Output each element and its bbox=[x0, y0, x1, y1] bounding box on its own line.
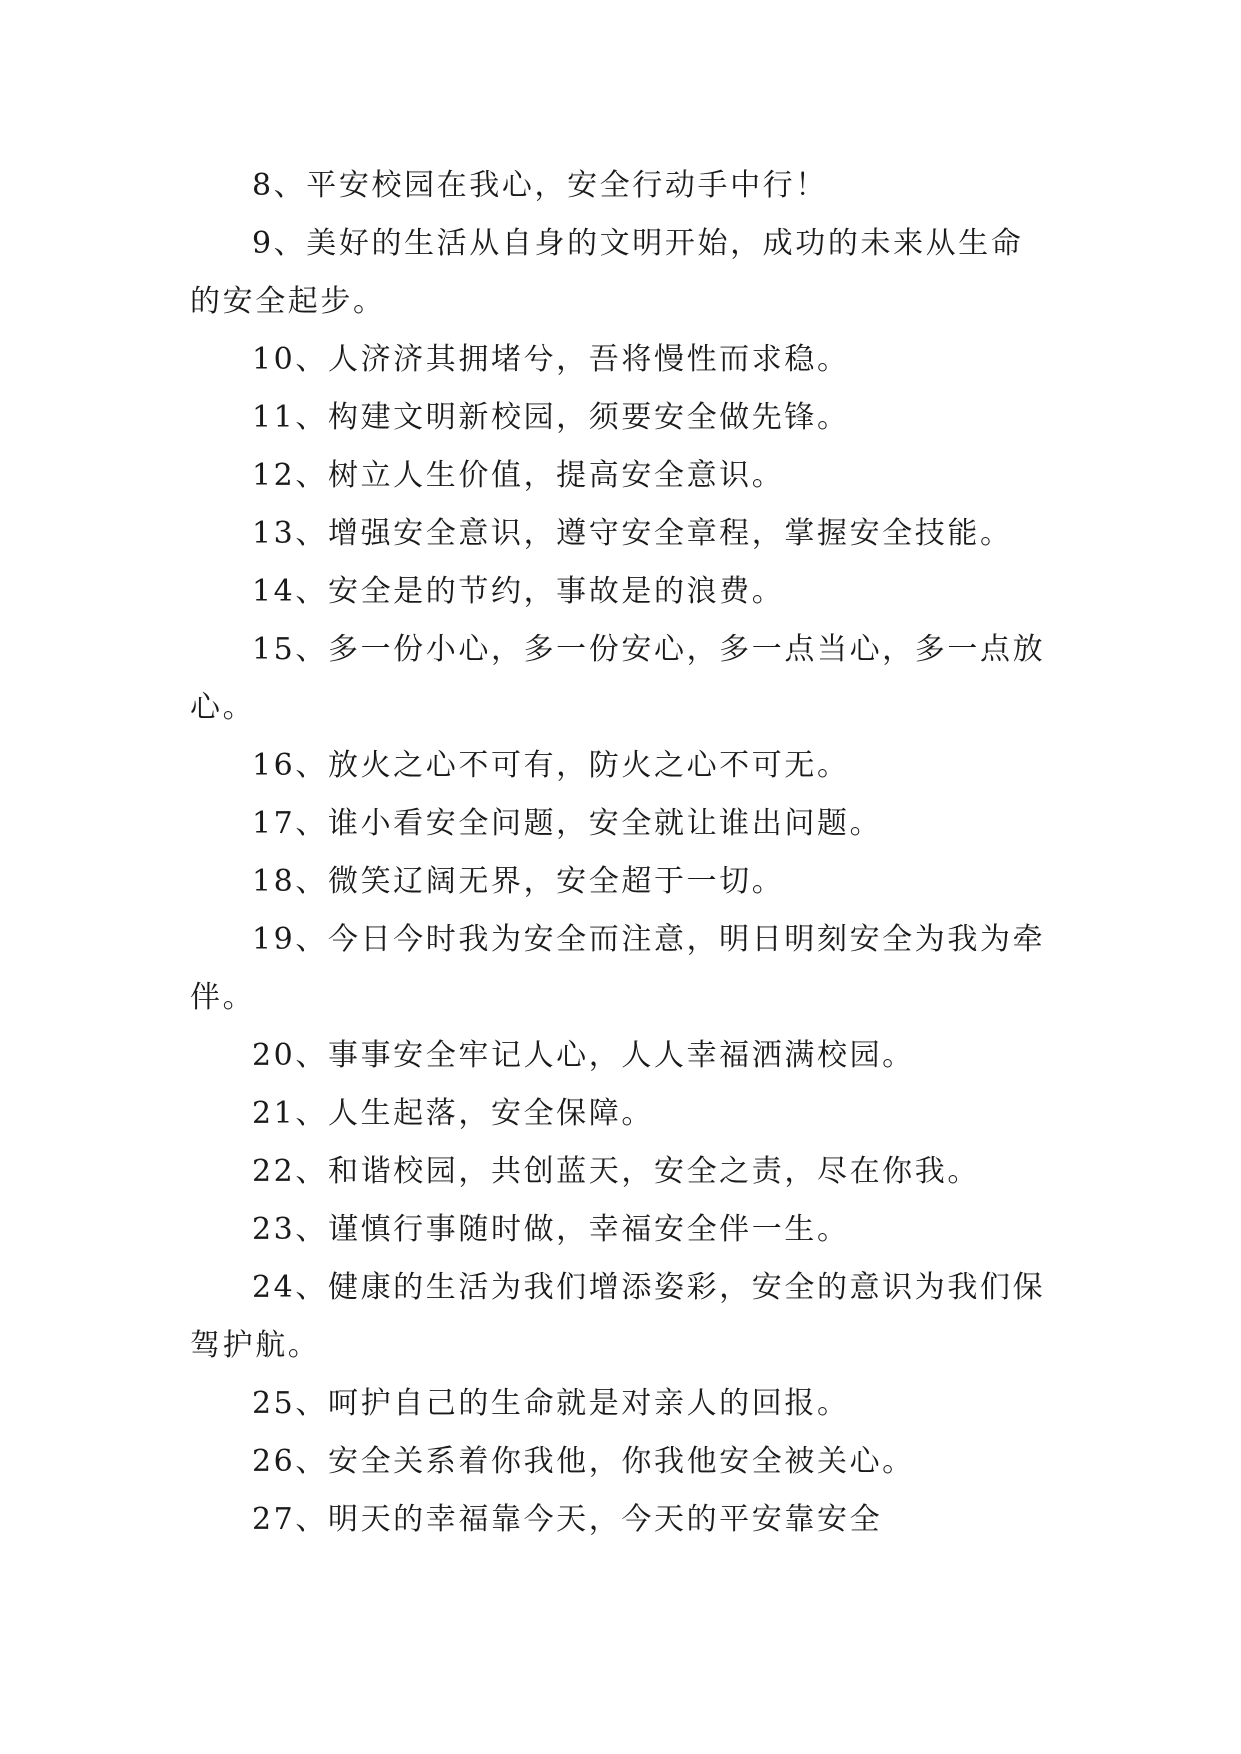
slogan-paragraph: 23、谨慎行事随时做，幸福安全伴一生。 bbox=[252, 1212, 850, 1247]
slogan-paragraph: 15、多一份小心，多一份安心，多一点当心，多一点放心。 bbox=[190, 632, 1046, 725]
slogan-paragraph: 18、微笑辽阔无界，安全超于一切。 bbox=[252, 864, 785, 899]
slogan-paragraph: 9、美好的生活从自身的文明开始，成功的未来从生命的安全起步。 bbox=[190, 226, 1024, 319]
slogan-paragraph: 20、事事安全牢记人心，人人幸福洒满校园。 bbox=[252, 1038, 915, 1073]
slogan-paragraph: 24、健康的生活为我们增添姿彩，安全的意识为我们保驾护航。 bbox=[190, 1270, 1046, 1363]
slogan-paragraph: 25、呵护自己的生命就是对亲人的回报。 bbox=[252, 1386, 850, 1421]
slogan-paragraph: 14、安全是的节约，事故是的浪费。 bbox=[252, 574, 785, 609]
slogan-paragraph: 22、和谐校园，共创蓝天，安全之责，尽在你我。 bbox=[252, 1154, 980, 1189]
slogan-paragraph: 17、谁小看安全问题，安全就让谁出问题。 bbox=[252, 806, 883, 841]
slogan-paragraph: 8、平安校园在我心，安全行动手中行！ bbox=[252, 168, 828, 203]
slogan-paragraph: 26、安全关系着你我他，你我他安全被关心。 bbox=[252, 1444, 915, 1479]
slogan-paragraph: 10、人济济其拥堵兮，吾将慢性而求稳。 bbox=[252, 342, 850, 377]
slogan-paragraph: 27、明天的幸福靠今天，今天的平安靠安全 bbox=[252, 1502, 883, 1537]
document-body bbox=[190, 157, 1050, 1549]
slogan-paragraph: 21、人生起落，安全保障。 bbox=[252, 1096, 654, 1131]
slogan-paragraph: 16、放火之心不可有，防火之心不可无。 bbox=[252, 748, 850, 783]
slogan-paragraph: 11、构建文明新校园，须要安全做先锋。 bbox=[252, 400, 850, 435]
slogan-paragraph: 13、增强安全意识，遵守安全章程，掌握安全技能。 bbox=[252, 516, 1013, 551]
slogan-paragraph: 12、树立人生价值，提高安全意识。 bbox=[252, 458, 785, 493]
slogan-paragraph: 19、今日今时我为安全而注意，明日明刻安全为我为牵伴。 bbox=[190, 922, 1046, 1015]
